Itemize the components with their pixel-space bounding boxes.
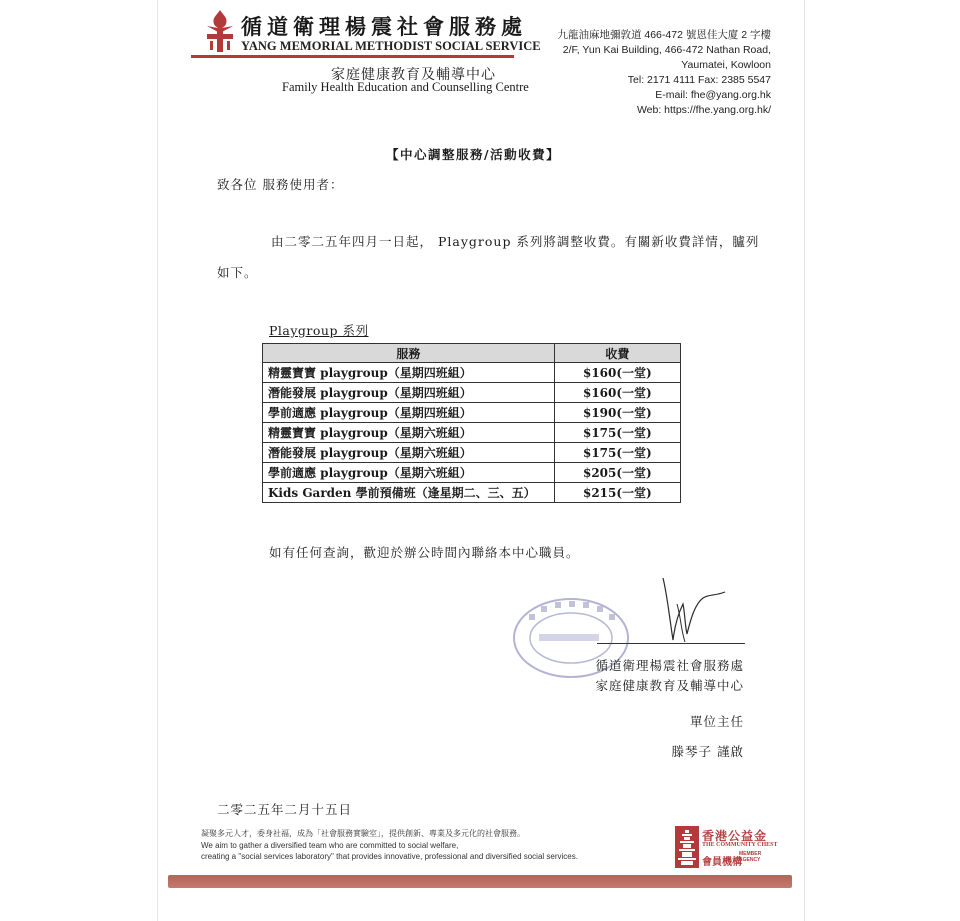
- methodist-cross-flame-logo: [203, 8, 237, 52]
- fee-cell: $175(一堂): [554, 423, 680, 443]
- email-line: E-mail: fhe@yang.org.hk: [655, 89, 771, 101]
- community-chest-name-en: THE COMMUNITY CHEST: [702, 842, 778, 848]
- letter-subject: 【中心調整服務/活動收費】: [386, 147, 561, 162]
- column-header-fee: 收費: [554, 344, 680, 363]
- fee-cell: $160(一堂): [554, 383, 680, 403]
- centre-name-zh: 家庭健康教育及輔導中心: [331, 67, 496, 83]
- paragraph-line-1: 由二零二五年四月一日起， Playgroup 系列將調整收費。有關新收費詳情，臚列: [271, 234, 760, 249]
- fee-cell: $215(一堂): [554, 483, 680, 503]
- service-cell: 學前適應 playgroup（星期六班組）: [263, 463, 555, 483]
- centre-name-en: Family Health Education and Counselling Centre: [282, 80, 529, 94]
- fee-table: [262, 343, 681, 503]
- mission-statement: [201, 828, 578, 863]
- table-row: [263, 383, 681, 403]
- signatory-title: 單位主任: [689, 714, 744, 729]
- org-name-zh: 循道衛理楊震社會服務處: [241, 14, 527, 39]
- fee-cell: $175(一堂): [554, 443, 680, 463]
- community-chest-pagoda-icon: [675, 826, 699, 868]
- member-agency-zh: 會員機構: [702, 857, 742, 868]
- phone-fax-line: Tel: 2171 4111 Fax: 2385 5547: [627, 74, 771, 86]
- footer-color-band: [168, 875, 792, 888]
- salutation: 致各位 服務使用者：: [217, 177, 344, 192]
- signatory-centre-name: 家庭健康教育及輔導中心: [595, 678, 744, 693]
- address-line: Yaumatei, Kowloon: [681, 59, 771, 71]
- fee-cell: $205(一堂): [554, 463, 680, 483]
- fee-cell: $190(一堂): [554, 403, 680, 423]
- community-chest-name-zh: 香港公益金: [702, 829, 768, 843]
- table-header-row: [263, 344, 681, 363]
- handwritten-signature: [655, 574, 730, 644]
- service-cell: 學前適應 playgroup（星期四班組）: [263, 403, 555, 423]
- service-cell: 潛能發展 playgroup（星期六班組）: [263, 443, 555, 463]
- service-cell: Kids Garden 學前預備班（逢星期二、三、五）: [263, 483, 555, 503]
- mission-en-line-2: creating a "social services laboratory" that provides innovative, professional and diversified social services.: [201, 852, 578, 861]
- mission-zh: 凝聚多元人才，委身社福，成為「社會服務實驗室」，提供創新、專業及多元化的社會服務。: [201, 829, 525, 838]
- column-header-service: 服務: [263, 344, 555, 363]
- address-line: 九龍油麻地彌敦道 466-472 號恩佳大廈 2 字樓: [557, 29, 771, 41]
- website-line: Web: https://fhe.yang.org.hk/: [636, 104, 771, 116]
- table-row: [263, 423, 681, 443]
- fee-cell: $160(一堂): [554, 363, 680, 383]
- header-rule: [191, 55, 514, 58]
- section-title: Playgroup 系列: [269, 323, 369, 338]
- mission-en-line-1: We aim to gather a diversified team who are committed to social welfare,: [201, 840, 459, 850]
- service-cell: 精靈寶寶 playgroup（星期四班組）: [263, 363, 555, 383]
- table-row: [263, 463, 681, 483]
- org-name-en: YANG MEMORIAL METHODIST SOCIAL SERVICE: [241, 39, 541, 53]
- signature-line: [597, 643, 745, 644]
- member-agency-en: MEMBER AGENCY: [739, 851, 762, 863]
- paragraph-line-2: 如下。: [217, 265, 258, 280]
- letter-date: 二零二五年二月十五日: [217, 802, 353, 817]
- contact-address-block: [557, 28, 771, 118]
- closing-line: 如有任何查詢，歡迎於辦公時間內聯絡本中心職員。: [269, 545, 580, 560]
- service-cell: 潛能發展 playgroup（星期四班組）: [263, 383, 555, 403]
- table-row: [263, 363, 681, 383]
- table-row: [263, 483, 681, 503]
- signatory-name: 滕琴子 謹啟: [671, 744, 744, 759]
- service-cell: 精靈寶寶 playgroup（星期六班組）: [263, 423, 555, 443]
- address-line: 2/F, Yun Kai Building, 466-472 Nathan Road,: [562, 44, 771, 56]
- signatory-org-name: 循道衛理楊震社會服務處: [595, 658, 744, 673]
- table-row: [263, 443, 681, 463]
- right-margin: [803, 0, 960, 921]
- left-margin: [0, 0, 157, 921]
- table-row: [263, 403, 681, 423]
